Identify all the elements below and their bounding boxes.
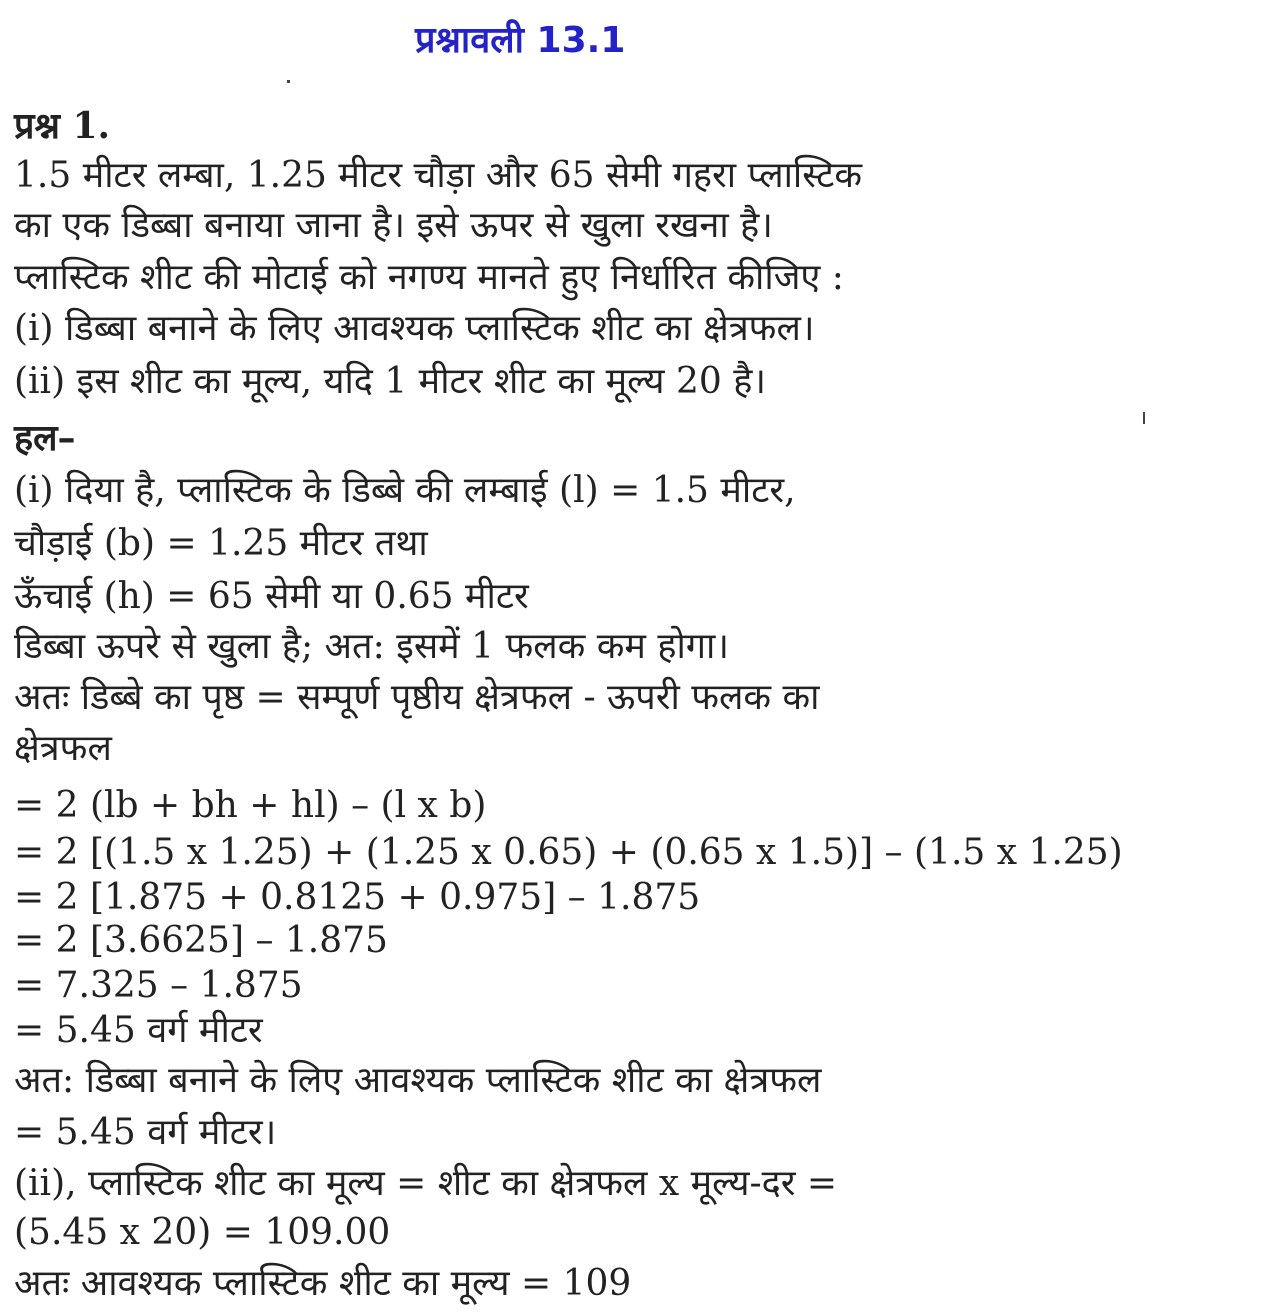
solution-line: (ii), प्लास्टिक शीट का मूल्य = शीट का क्षेत्रफल x मूल्य-दर = bbox=[14, 1163, 838, 1204]
question-line: 1.5 मीटर लम्बा, 1.25 मीटर चौड़ा और 65 सेमी गहरा प्लास्टिक bbox=[14, 155, 863, 196]
solution-line: अत: डिब्बा बनाने के लिए आवश्यक प्लास्टिक शीट का क्षेत्रफल bbox=[14, 1060, 822, 1101]
solution-line: क्षेत्रफल bbox=[14, 728, 112, 769]
stray-dot bbox=[287, 80, 290, 83]
solution-line: ऊँचाई (h) = 65 सेमी या 0.65 मीटर bbox=[14, 576, 529, 617]
question-line: का एक डिब्बा बनाया जाना है। इसे ऊपर से खुला रखना है। bbox=[14, 205, 773, 246]
solution-line: डिब्बा ऊपरे से खुला है; अत: इसमें 1 फलक कम होगा। bbox=[14, 626, 730, 667]
question-line: (i) डिब्बा बनाने के लिए आवश्यक प्लास्टिक शीट का क्षेत्रफल। bbox=[14, 308, 815, 349]
question-label: प्रश्न 1. bbox=[14, 105, 111, 147]
solution-line: = 5.45 वर्ग मीटर। bbox=[14, 1112, 277, 1153]
solution-line: = 2 [(1.5 x 1.25) + (1.25 x 0.65) + (0.65 x 1.5)] – (1.5 x 1.25) bbox=[14, 832, 1123, 873]
solution-line: (5.45 x 20) = 109.00 bbox=[14, 1212, 391, 1253]
solution-line: = 2 [3.6625] – 1.875 bbox=[14, 920, 388, 961]
solution-line: (i) दिया है, प्लास्टिक के डिब्बे की लम्बाई (l) = 1.5 मीटर, bbox=[14, 470, 796, 511]
solution-line: = 2 [1.875 + 0.8125 + 0.975] – 1.875 bbox=[14, 877, 701, 918]
exercise-title: प्रश्नावली 13.1 bbox=[415, 20, 626, 61]
stray-mark bbox=[1143, 412, 1145, 424]
solution-line: अतः डिब्बे का पृष्ठ = सम्पूर्ण पृष्ठीय क्षेत्रफल - ऊपरी फलक का bbox=[14, 677, 820, 718]
solution-label: हल– bbox=[14, 417, 76, 459]
solution-line: चौड़ाई (b) = 1.25 मीटर तथा bbox=[14, 523, 428, 564]
solution-line: अतः आवश्यक प्लास्टिक शीट का मूल्य = 109 bbox=[14, 1263, 632, 1304]
solution-line: = 5.45 वर्ग मीटर bbox=[14, 1010, 263, 1051]
solution-line: = 2 (lb + bh + hl) – (l x b) bbox=[14, 785, 487, 826]
solution-line: = 7.325 – 1.875 bbox=[14, 965, 303, 1006]
question-line: प्लास्टिक शीट की मोटाई को नगण्य मानते हुए निर्धारित कीजिए : bbox=[14, 257, 844, 298]
question-line: (ii) इस शीट का मूल्य, यदि 1 मीटर शीट का मूल्य 20 है। bbox=[14, 361, 766, 402]
